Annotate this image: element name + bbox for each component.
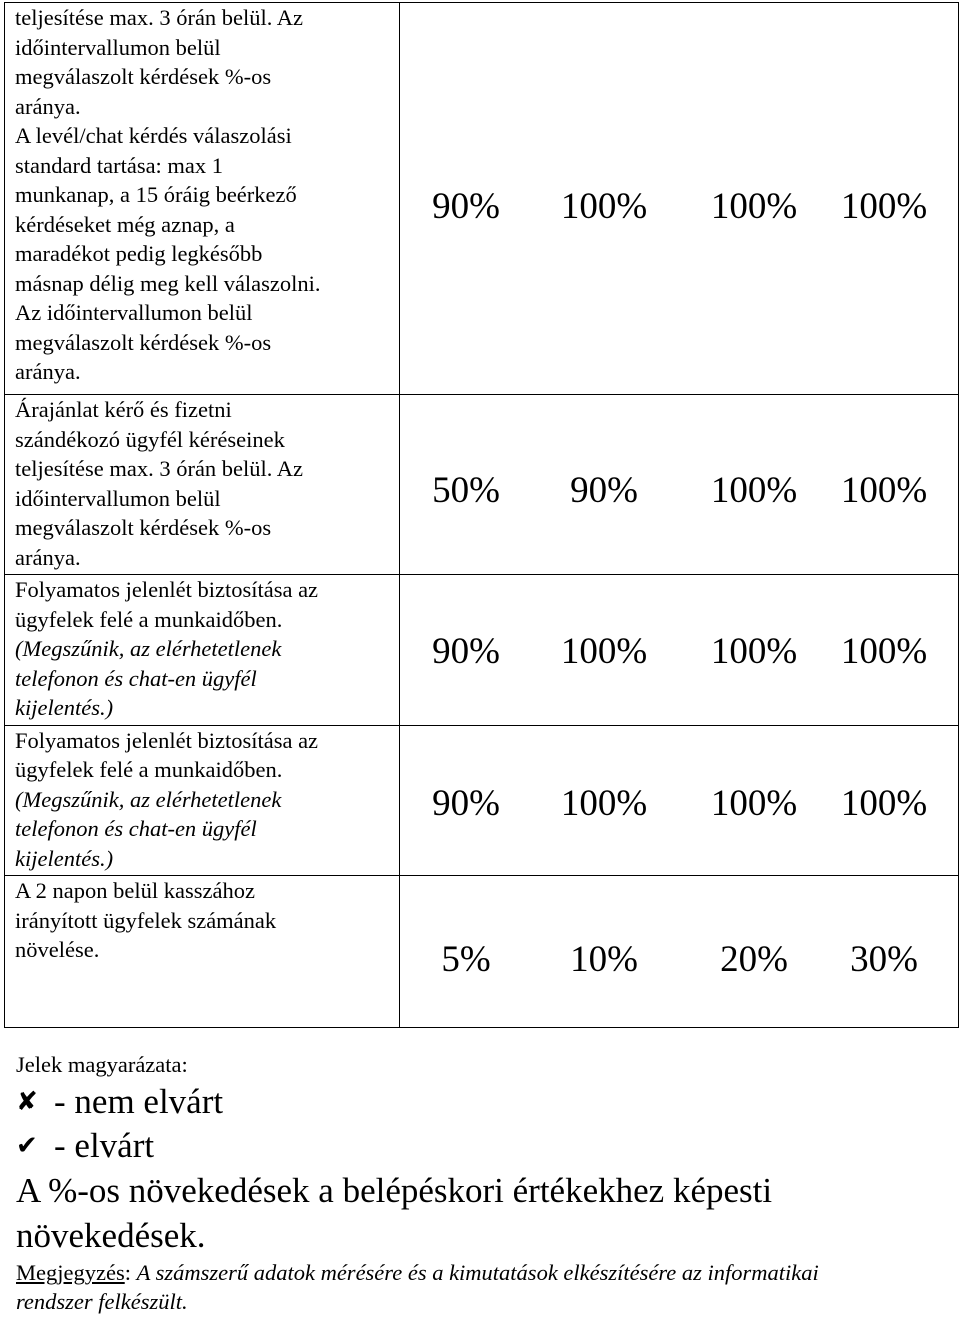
table-row bbox=[5, 725, 959, 876]
description-line: Árajánlat kérő és fizetni bbox=[15, 397, 232, 422]
legend-cross-line bbox=[16, 1080, 956, 1124]
row-description bbox=[5, 3, 400, 395]
target-value: 100% bbox=[710, 469, 798, 511]
note-label: Megjegyzés bbox=[16, 1260, 125, 1285]
description-line: telefonon és chat-en ügyfél bbox=[15, 816, 257, 841]
note-text: A számszerű adatok mérésére és a kimutatások elkészítésére az informatikai bbox=[136, 1260, 819, 1285]
description-line: megválaszolt kérdések %-os bbox=[15, 329, 272, 355]
description-line: kérdéseket még aznap, a bbox=[15, 211, 235, 237]
legend-cross-text: - nem elvárt bbox=[54, 1082, 224, 1121]
table-row bbox=[5, 395, 959, 575]
target-value: 90% bbox=[432, 185, 500, 227]
description-line: (Megszűnik, az elérhetetlenek bbox=[15, 636, 282, 661]
legend-title: Jelek magyarázata: bbox=[16, 1052, 188, 1077]
legend-statement-line2: növekedések. bbox=[16, 1216, 206, 1255]
target-value: 30% bbox=[850, 938, 918, 980]
description-line: irányított ügyfelek számának bbox=[15, 907, 277, 933]
description-line: aránya. bbox=[15, 544, 81, 570]
description-line: standard tartása: max 1 bbox=[15, 152, 224, 178]
table-row bbox=[5, 3, 959, 395]
target-value: 100% bbox=[710, 630, 798, 672]
description-line: szándékozó ügyfél kéréseinek bbox=[15, 426, 285, 452]
row-values bbox=[400, 575, 959, 726]
description-line: munkanap, a 15 óráig beérkező bbox=[15, 182, 297, 207]
description-line: Folyamatos jelenlét biztosítása az bbox=[15, 727, 319, 753]
target-value: 100% bbox=[840, 185, 928, 227]
target-value: 100% bbox=[840, 783, 928, 825]
target-value: 100% bbox=[840, 469, 928, 511]
target-value: 100% bbox=[710, 185, 798, 227]
row-values bbox=[400, 725, 959, 876]
cross-mark-icon: ✘ bbox=[16, 1087, 38, 1117]
description-line: ügyfelek felé a munkaidőben. bbox=[15, 757, 283, 782]
description-line: teljesítése max. 3 órán belül. Az bbox=[15, 456, 304, 481]
target-value: 90% bbox=[570, 469, 638, 511]
description-line: ügyfelek felé a munkaidőben. bbox=[15, 606, 283, 632]
target-value: 100% bbox=[710, 783, 798, 825]
description-line: másnap délig meg kell válaszolni. bbox=[15, 270, 321, 296]
description-line: megválaszolt kérdések %-os bbox=[15, 64, 272, 89]
note-separator: : bbox=[124, 1260, 137, 1285]
target-value: 90% bbox=[432, 783, 500, 825]
target-value: 100% bbox=[560, 185, 648, 227]
row-description bbox=[5, 876, 400, 1028]
target-value: 100% bbox=[840, 630, 928, 672]
note-line1 bbox=[16, 1258, 956, 1287]
description-line: aránya. bbox=[15, 359, 81, 384]
requirements-table bbox=[4, 2, 959, 1028]
description-line: A levél/chat kérdés válaszolási bbox=[15, 123, 292, 148]
row-values bbox=[400, 395, 959, 575]
table-row bbox=[5, 876, 959, 1028]
target-value: 10% bbox=[570, 938, 638, 980]
legend bbox=[16, 1050, 956, 1316]
row-values bbox=[400, 3, 959, 395]
description-line: telefonon és chat-en ügyfél bbox=[15, 665, 257, 691]
description-line: Folyamatos jelenlét biztosítása az bbox=[15, 577, 319, 602]
description-line: időintervallumon belül bbox=[15, 485, 221, 511]
check-mark-icon: ✔ bbox=[16, 1131, 38, 1161]
target-value: 100% bbox=[560, 783, 648, 825]
description-line: kijelentés.) bbox=[15, 695, 114, 720]
description-line: megválaszolt kérdések %-os bbox=[15, 515, 272, 540]
legend-statement-line1: A %-os növekedések a belépéskori értékekhez képesti bbox=[16, 1171, 773, 1210]
description-line: maradékot pedig legkésőbb bbox=[15, 241, 263, 266]
description-line: (Megszűnik, az elérhetetlenek bbox=[15, 786, 282, 812]
target-value: 20% bbox=[720, 938, 788, 980]
description-line: Az időintervallumon belül bbox=[15, 300, 253, 325]
description-line: kijelentés.) bbox=[15, 845, 114, 871]
target-value: 5% bbox=[441, 938, 491, 980]
row-description bbox=[5, 395, 400, 575]
row-description bbox=[5, 575, 400, 726]
description-line: teljesítése max. 3 órán belül. Az bbox=[15, 5, 304, 30]
row-description bbox=[5, 725, 400, 876]
row-values bbox=[400, 876, 959, 1028]
description-line: időintervallumon belül bbox=[15, 34, 221, 60]
note-line2: rendszer felkészült. bbox=[16, 1289, 188, 1314]
description-line: növelése. bbox=[15, 937, 100, 962]
description-line: aránya. bbox=[15, 93, 81, 119]
target-value: 50% bbox=[432, 469, 500, 511]
target-value: 90% bbox=[432, 630, 500, 672]
legend-check-line bbox=[16, 1124, 956, 1168]
target-value: 100% bbox=[560, 630, 648, 672]
table-row bbox=[5, 575, 959, 726]
description-line: A 2 napon belül kasszához bbox=[15, 878, 255, 903]
legend-check-text: - elvárt bbox=[54, 1126, 155, 1165]
